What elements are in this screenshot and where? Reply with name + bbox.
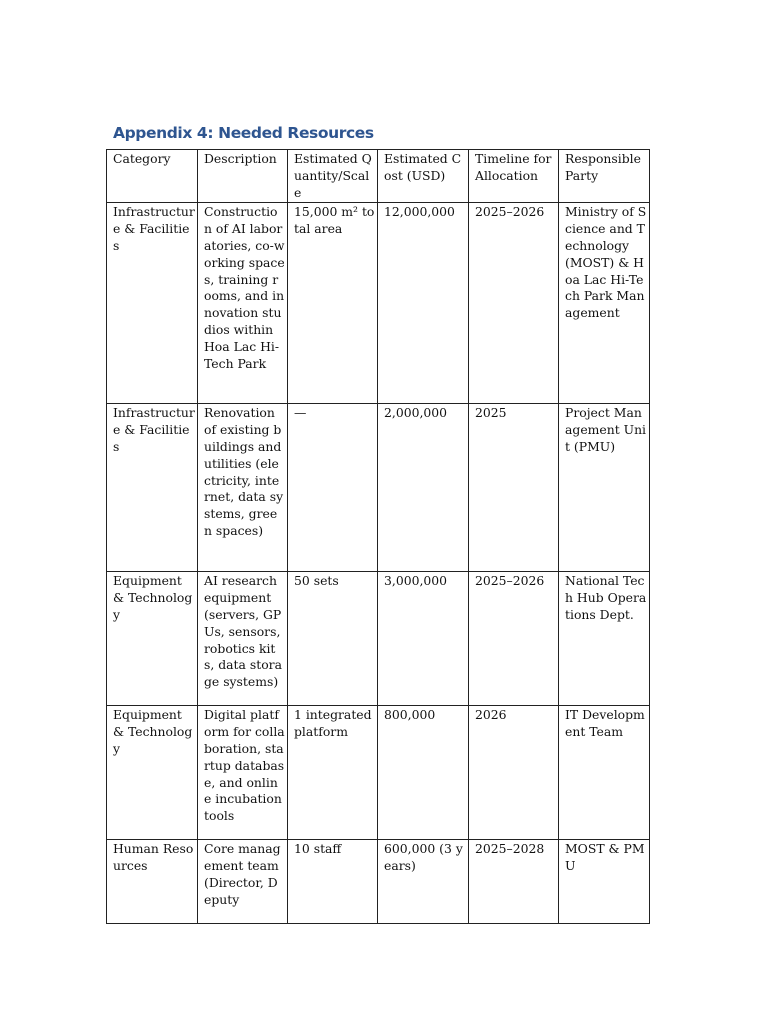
quantity-cell: —: [288, 404, 378, 572]
table-row: [107, 706, 650, 840]
table-header-row: [107, 150, 650, 203]
quantity-cell: 10 staff: [288, 840, 378, 924]
description-cell: Core management team (Director, Deputy: [198, 840, 288, 924]
cost-cell: 12,000,000: [378, 203, 469, 404]
header-cell-description: Description: [198, 150, 288, 203]
timeline-cell: 2025–2026: [469, 203, 559, 404]
responsible-cell: National Tech Hub Operations Dept.: [559, 572, 650, 706]
timeline-cell: 2026: [469, 706, 559, 840]
resources-table: [106, 149, 650, 924]
header-cell-category: Category: [107, 150, 198, 203]
description-cell: AI research equipment (servers, GPUs, sensors, robotics kits, data storage systems): [198, 572, 288, 706]
category-cell: Equipment & Technology: [107, 706, 198, 840]
appendix-heading: Appendix 4: Needed Resources: [113, 124, 374, 142]
cost-cell: 800,000: [378, 706, 469, 840]
category-cell: Equipment & Technology: [107, 572, 198, 706]
header-cell-timeline: Timeline for Allocation: [469, 150, 559, 203]
header-cell-quantity: Estimated Quantity/Scale: [288, 150, 378, 203]
quantity-cell: 50 sets: [288, 572, 378, 706]
category-cell: Human Resources: [107, 840, 198, 924]
category-cell: Infrastructure & Facilities: [107, 203, 198, 404]
timeline-cell: 2025: [469, 404, 559, 572]
responsible-cell: Ministry of Science and Technology (MOST) & Hoa Lac Hi-Tech Park Management: [559, 203, 650, 404]
cost-cell: 3,000,000: [378, 572, 469, 706]
table-row: [107, 572, 650, 706]
timeline-cell: 2025–2028: [469, 840, 559, 924]
cost-cell: 2,000,000: [378, 404, 469, 572]
table-row: [107, 840, 650, 924]
header-cell-responsible: Responsible Party: [559, 150, 650, 203]
description-cell: Renovation of existing buildings and utilities (electricity, internet, data systems, green spaces): [198, 404, 288, 572]
quantity-cell: 15,000 m² total area: [288, 203, 378, 404]
description-cell: Construction of AI laboratories, co-working spaces, training rooms, and innovation studios within Hoa Lac Hi-Tech Park: [198, 203, 288, 404]
responsible-cell: IT Development Team: [559, 706, 650, 840]
responsible-cell: MOST & PMU: [559, 840, 650, 924]
quantity-cell: 1 integrated platform: [288, 706, 378, 840]
header-cell-cost: Estimated Cost (USD): [378, 150, 469, 203]
cost-cell: 600,000 (3 years): [378, 840, 469, 924]
timeline-cell: 2025–2026: [469, 572, 559, 706]
description-cell: Digital platform for collaboration, startup database, and online incubation tools: [198, 706, 288, 840]
category-cell: Infrastructure & Facilities: [107, 404, 198, 572]
table-row: [107, 203, 650, 404]
table-row: [107, 404, 650, 572]
responsible-cell: Project Management Unit (PMU): [559, 404, 650, 572]
